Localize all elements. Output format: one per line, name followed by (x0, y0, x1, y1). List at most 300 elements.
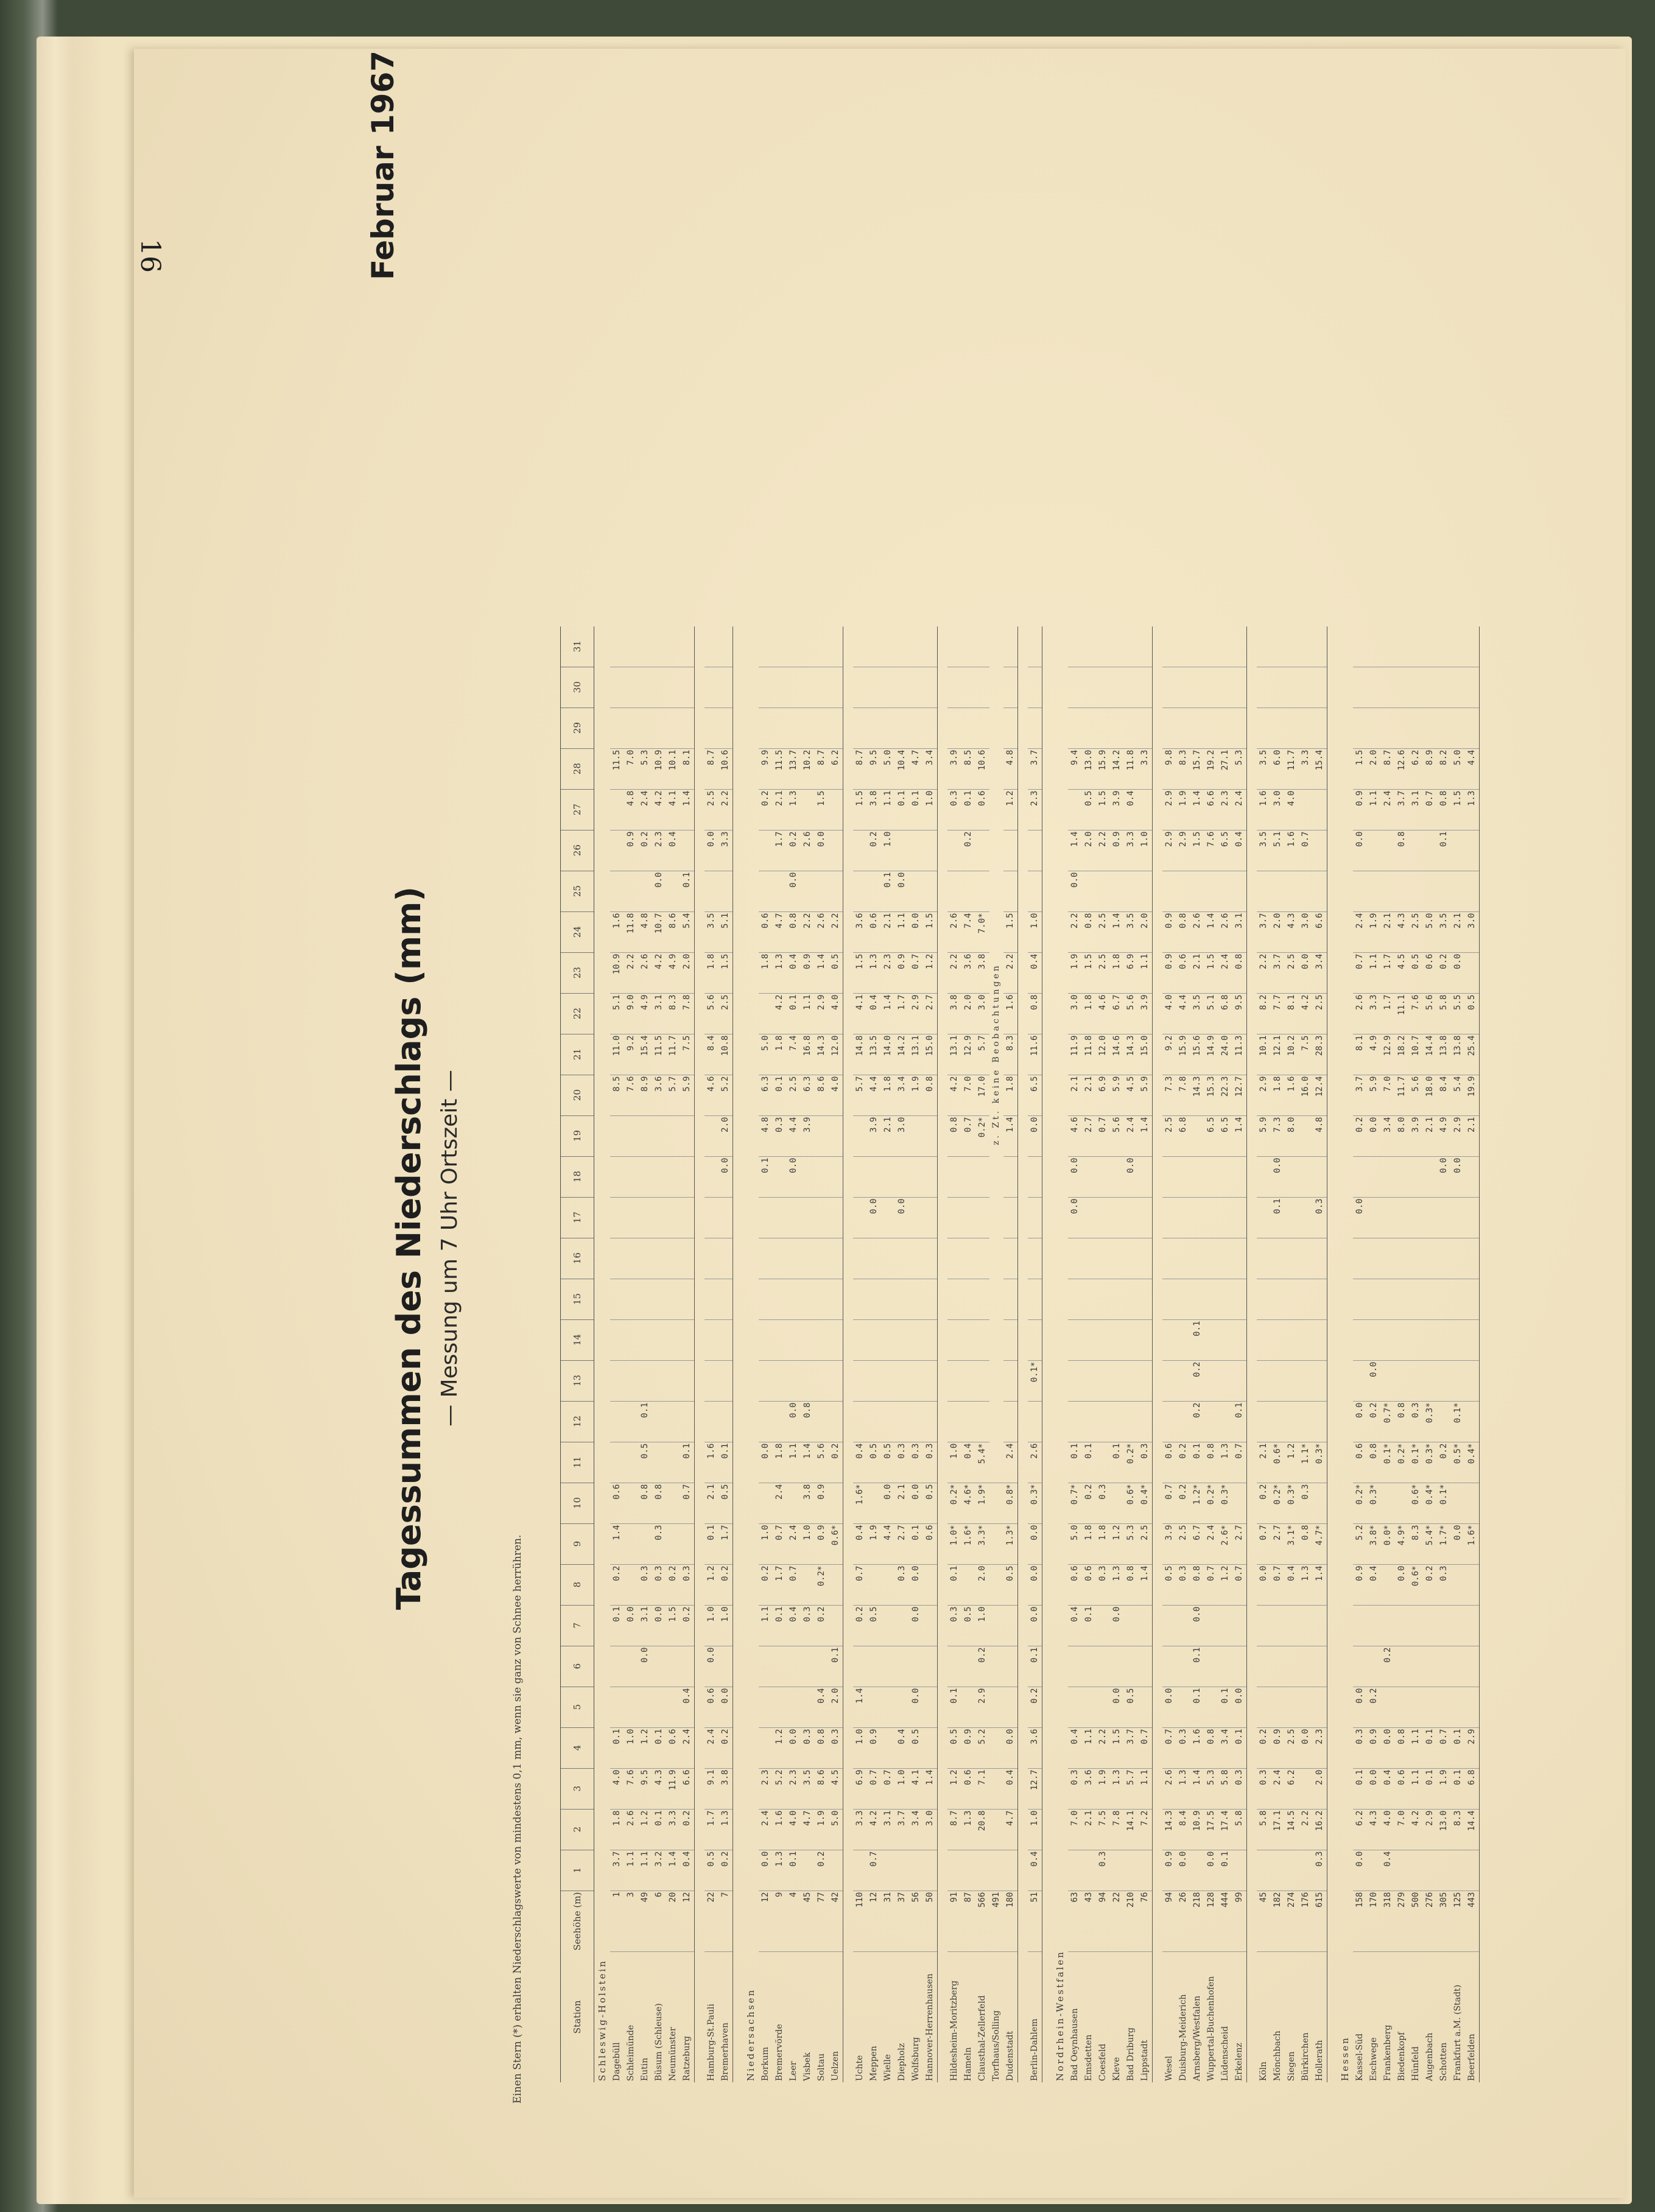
precip-value (1381, 627, 1395, 667)
precip-value: 1.5 (666, 1605, 680, 1646)
precip-value: 1.7 (895, 993, 909, 1034)
precip-value (1257, 1197, 1271, 1238)
precip-value: 7.1 (975, 1768, 989, 1809)
precip-value (1124, 1646, 1138, 1687)
precip-value: 4.8 (638, 911, 652, 952)
precip-value: 2.0 (975, 1564, 989, 1605)
precip-value: 11.3 (1232, 1034, 1247, 1075)
precip-value (1110, 1238, 1124, 1279)
precip-value (1299, 1197, 1313, 1238)
precip-value (652, 707, 666, 748)
station-name: Hamburg-St.Pauli (706, 2004, 716, 2081)
precip-value (1176, 667, 1190, 707)
precip-value (1423, 1279, 1437, 1319)
precip-value: 1.0* (947, 1523, 961, 1564)
precip-value (881, 1360, 895, 1401)
precip-value (1437, 871, 1451, 911)
precip-value: 3.3 (1124, 830, 1138, 871)
precip-value (773, 1401, 787, 1442)
precip-value (1299, 1646, 1313, 1687)
precip-value (1437, 1401, 1451, 1442)
precip-value: 0.1 (1190, 1646, 1204, 1687)
station-name: Uelzen (829, 1952, 843, 2083)
precip-value (1395, 1687, 1409, 1727)
group-spacer-cell (1042, 627, 1053, 2082)
precip-value: 12.7 (1232, 1075, 1247, 1115)
precip-value: 2.1 (1190, 952, 1204, 993)
station-name: Bad Driburg (1126, 2027, 1136, 2081)
precip-value: 4.9 (666, 952, 680, 993)
precip-value: 19.2 (1204, 748, 1218, 789)
precip-value: 2.2 (719, 789, 733, 830)
precip-value: 2.5 (1162, 1115, 1176, 1156)
precip-value: 0.7 (1299, 830, 1313, 871)
station-elevation: 31 (881, 1891, 895, 1951)
precip-value (815, 1238, 829, 1279)
precip-value: 3.7 (1395, 789, 1409, 830)
precip-value: 0.7 (867, 1850, 881, 1891)
precip-value (853, 627, 867, 667)
precip-value: 0.3 (1138, 1442, 1153, 1483)
precip-value: 0.8 (1204, 1442, 1218, 1483)
group-spacer (1042, 627, 1053, 2082)
precip-value: 11.7 (1395, 1075, 1409, 1115)
day-column-header: 29 (561, 707, 594, 748)
precip-value: 3.8 (719, 1768, 733, 1809)
station-elevation: 45 (801, 1891, 815, 1951)
precip-value: 7.4 (961, 911, 975, 952)
precip-value: 0.5 (1465, 993, 1480, 1034)
precip-value (719, 1197, 733, 1238)
precip-value (1409, 1646, 1423, 1687)
precip-value (853, 1360, 867, 1401)
precip-value: 1.5 (1003, 911, 1018, 952)
precip-value: 4.4 (867, 1075, 881, 1115)
precip-value: 3.8 (975, 952, 989, 993)
precip-value (1437, 1279, 1451, 1319)
precip-value (961, 1238, 975, 1279)
precip-value: 2.6 (1353, 993, 1367, 1034)
precip-value (610, 1156, 624, 1197)
table-row (801, 627, 815, 2082)
precip-value (1285, 627, 1299, 667)
precip-value: 1.7 (705, 1809, 719, 1850)
precip-value: 0.3* (1285, 1483, 1299, 1523)
precip-value (666, 871, 680, 911)
precip-value (867, 1279, 881, 1319)
station-name: Meppen (869, 2046, 879, 2081)
precip-value: 0.1 (1190, 1319, 1204, 1360)
precip-value (1271, 1687, 1285, 1727)
precip-value: 3.5 (1257, 830, 1271, 871)
precip-value (1138, 871, 1153, 911)
precip-value (666, 1401, 680, 1442)
precip-value: 7.6 (1409, 993, 1423, 1034)
station-elevation: 87 (961, 1891, 975, 1951)
precip-value (1003, 1197, 1018, 1238)
precip-value: 0.0 (759, 1442, 773, 1483)
precip-value (666, 1279, 680, 1319)
precip-value: 0.6 (1068, 1564, 1082, 1605)
precip-value (1204, 1360, 1218, 1401)
precip-value: 1.8 (610, 1809, 624, 1850)
precip-value (638, 1156, 652, 1197)
station-elevation: 37 (895, 1891, 909, 1951)
precip-value: 0.2 (1028, 1687, 1042, 1727)
precip-value: 0.6 (961, 1768, 975, 1809)
precip-value: 0.0 (1353, 1401, 1367, 1442)
precip-value (881, 1238, 895, 1279)
station-elevation: 176 (1299, 1891, 1313, 1951)
precip-value: 4.0 (1381, 1809, 1395, 1850)
precip-value: 1.4 (1190, 1768, 1204, 1809)
precip-value: 1.4 (1313, 1564, 1327, 1605)
precip-value (680, 830, 695, 871)
precip-value (1110, 707, 1124, 748)
precip-value (1451, 1319, 1465, 1360)
page-number: 16 (135, 239, 166, 273)
precip-value: 0.2 (1082, 1483, 1096, 1523)
precip-value (895, 667, 909, 707)
precip-value (923, 1605, 938, 1646)
precip-value: 0.5 (1409, 952, 1423, 993)
precip-value (1124, 707, 1138, 748)
precip-value (1381, 667, 1395, 707)
precip-value: 2.4 (1204, 1523, 1218, 1564)
table-row (1232, 627, 1247, 2082)
precip-value: 5.4 (680, 911, 695, 952)
precip-value: 0.9 (1271, 1727, 1285, 1768)
precip-value: 1.0 (1028, 911, 1042, 952)
precip-value (1124, 1197, 1138, 1238)
precip-value (680, 1523, 695, 1564)
precip-value (1190, 1156, 1204, 1197)
precip-value (1299, 871, 1313, 911)
precip-value (1124, 1401, 1138, 1442)
precip-value (705, 707, 719, 748)
precip-value: 1.1 (895, 911, 909, 952)
precip-value: 0.5* (1451, 1442, 1465, 1483)
precip-value: 0.3 (1313, 1850, 1327, 1891)
precip-value (1257, 1850, 1271, 1891)
precip-value (829, 1605, 843, 1646)
precip-value: 0.0 (1232, 1687, 1247, 1727)
station-name: Leer (789, 2061, 798, 2081)
precip-value: 2.6 (815, 911, 829, 952)
precip-value (666, 667, 680, 707)
precip-value: 0.0 (1028, 1564, 1042, 1605)
station-elevation: 6 (652, 1891, 666, 1951)
precip-value (610, 707, 624, 748)
precip-value: 14.4 (1465, 1809, 1480, 1850)
rotated-content (134, 49, 1626, 2198)
precip-value (989, 1523, 1003, 1564)
precip-value (867, 1156, 881, 1197)
precip-value: 14.6 (1110, 1034, 1124, 1075)
station-name: Neumünster (668, 2027, 678, 2081)
station-elevation: 20 (666, 1891, 680, 1951)
precip-value (801, 667, 815, 707)
precip-value: 10.7 (652, 911, 666, 952)
precip-value (666, 1238, 680, 1279)
precip-value (961, 1646, 975, 1687)
precip-value (680, 1197, 695, 1238)
precip-value (705, 1156, 719, 1197)
precip-value: 0.1 (881, 871, 895, 911)
precip-value: 0.1 (610, 1605, 624, 1646)
precip-value: 0.1 (909, 789, 923, 830)
precip-value: 0.1 (947, 1564, 961, 1605)
precip-value (773, 1319, 787, 1360)
precip-value: 0.1 (719, 1442, 733, 1483)
station-name: Eschwege (1369, 2037, 1379, 2081)
station-elevation: 94 (1162, 1891, 1176, 1951)
precip-value (1068, 627, 1082, 667)
precip-value: 4.2 (1299, 993, 1313, 1034)
precip-value: 17.1 (1271, 1809, 1285, 1850)
precip-value (1271, 1646, 1285, 1687)
precip-value: 15.9 (1176, 1034, 1190, 1075)
day-column-header: 23 (561, 952, 594, 993)
precip-value: 0.8 (1190, 1564, 1204, 1605)
precip-value: 1.4 (1190, 789, 1204, 830)
station-name: Hildesheim-Moritzberg (949, 1980, 959, 2081)
precip-value: 0.0 (1353, 830, 1367, 871)
precip-value: 0.4 (787, 1605, 801, 1646)
precip-value (1313, 1401, 1327, 1442)
precip-value (652, 1115, 666, 1156)
precip-value: 0.3* (1423, 1442, 1437, 1483)
precip-value: 0.4 (1124, 789, 1138, 830)
precip-value (1138, 1319, 1153, 1360)
precip-value: 15.7 (1190, 748, 1204, 789)
precip-value (1299, 1238, 1313, 1279)
precip-value: 2.2 (1096, 830, 1110, 871)
precip-value: 0.5 (961, 1605, 975, 1646)
station-name: Eutin (640, 2057, 650, 2081)
precip-value (1003, 1279, 1018, 1319)
precip-value: 14.3 (815, 1034, 829, 1075)
station-name: Bürkirchen (1301, 2032, 1310, 2081)
precip-value (610, 667, 624, 707)
precip-value: 0.0 (895, 1197, 909, 1238)
precip-value: 0.8 (638, 1483, 652, 1523)
precip-value (1313, 1319, 1327, 1360)
precip-value: 1.4 (1003, 1115, 1018, 1156)
precip-value: 0.9 (815, 1523, 829, 1564)
precip-value: 0.1 (1082, 1442, 1096, 1483)
precip-value: 28.3 (1313, 1034, 1327, 1075)
precip-value: 2.0 (961, 993, 975, 1034)
precip-value (1218, 1646, 1232, 1687)
precip-value (1409, 830, 1423, 871)
precip-value (867, 1564, 881, 1605)
precip-value: 0.7 (787, 1564, 801, 1605)
precip-value (989, 1809, 1003, 1850)
precip-value: 0.3 (1437, 1564, 1451, 1605)
table-row (705, 627, 719, 2082)
precip-value: 8.7 (815, 748, 829, 789)
precip-value: 0.7 (1162, 1727, 1176, 1768)
day-column-header: 9 (561, 1523, 594, 1564)
station-elevation: 279 (1395, 1891, 1409, 1951)
table-row (787, 627, 801, 2082)
precip-value (1110, 1360, 1124, 1401)
precip-value (1465, 1646, 1480, 1687)
precip-value: 8.0 (1395, 1115, 1409, 1156)
precip-value: 3.7 (1028, 748, 1042, 789)
precip-value (829, 1115, 843, 1156)
precip-value: 2.6 (1218, 911, 1232, 952)
precip-value (1409, 667, 1423, 707)
precip-value (989, 1564, 1003, 1605)
precip-value: 2.2 (624, 952, 638, 993)
precip-value: 0.8 (923, 1075, 938, 1115)
precip-value (947, 667, 961, 707)
precip-value (947, 871, 961, 911)
station-elevation: 51 (1028, 1891, 1042, 1951)
station-elevation: 7 (719, 1891, 733, 1951)
precip-value: 11.8 (1082, 1034, 1096, 1075)
precip-value (1110, 1401, 1124, 1442)
precip-value: 1.0 (895, 1768, 909, 1809)
precip-value (909, 871, 923, 911)
precip-value: 0.2 (1437, 952, 1451, 993)
precip-value: 4.7 (1003, 1809, 1018, 1850)
precip-value (610, 627, 624, 667)
precip-value: 2.1 (1082, 1075, 1096, 1115)
precip-value (1451, 1197, 1465, 1238)
precip-value: 0.4 (1381, 1850, 1395, 1891)
precip-value: 0.2 (759, 1564, 773, 1605)
precip-value: 2.3 (1313, 1727, 1327, 1768)
precip-value (975, 871, 989, 911)
precip-value: 14.4 (1423, 1034, 1437, 1075)
precip-value: 14.8 (853, 1034, 867, 1075)
precip-value: 1.3 (787, 789, 801, 830)
precip-value (1096, 1401, 1110, 1442)
precip-value (652, 1279, 666, 1319)
precip-value: 6.0 (1271, 748, 1285, 789)
precip-value (1218, 1156, 1232, 1197)
precip-value: 0.1 (1190, 1687, 1204, 1727)
station-elevation: 26 (1176, 1891, 1190, 1951)
station-name: Schotten (1439, 2042, 1449, 2081)
precip-value: 5.1 (610, 993, 624, 1034)
precip-value (787, 1646, 801, 1687)
precip-value (1367, 707, 1381, 748)
precip-value (1367, 1319, 1381, 1360)
precip-value (1395, 1605, 1409, 1646)
precip-value: 2.9 (975, 1687, 989, 1727)
precip-value: 0.0 (867, 1197, 881, 1238)
precip-value: 1.0 (1028, 1809, 1042, 1850)
precip-value: 1.0 (947, 1442, 961, 1483)
precip-value: 10.6 (975, 748, 989, 789)
precip-value: 25.4 (1465, 1034, 1480, 1075)
precip-value: 1.4 (881, 993, 895, 1034)
precip-value: 1.8 (1082, 1523, 1096, 1564)
precip-value: 7.5 (1299, 1034, 1313, 1075)
precip-value (1285, 1156, 1299, 1197)
precip-value (1409, 1197, 1423, 1238)
precip-value: 13.5 (867, 1034, 881, 1075)
precip-value: 0.7 (680, 1483, 695, 1523)
precip-value: 0.0 (1204, 1850, 1218, 1891)
precip-value: 11.5 (652, 1034, 666, 1075)
station-name: Clausthal-Zellerfeld (977, 1995, 987, 2081)
precip-value: 4.3 (652, 1768, 666, 1809)
precip-value: 1.3 (867, 952, 881, 993)
precip-value (1003, 1401, 1018, 1442)
table-row (652, 627, 666, 2082)
precip-value (1451, 1564, 1465, 1605)
precip-value (759, 667, 773, 707)
precip-value: 0.0 (909, 1687, 923, 1727)
precip-value: 0.3 (652, 1564, 666, 1605)
precip-value (1465, 1238, 1480, 1279)
precip-value: 1.0 (719, 1605, 733, 1646)
precip-value: 0.4 (815, 1687, 829, 1727)
precip-value: 0.0 (1003, 1727, 1018, 1768)
precip-value: 2.4 (1232, 789, 1247, 830)
precip-value: 2.4 (680, 1727, 695, 1768)
table-row (923, 627, 938, 2082)
precip-value (923, 1197, 938, 1238)
station-elevation: 276 (1423, 1891, 1437, 1951)
precip-value: 0.0 (1353, 1850, 1367, 1891)
precip-value (680, 1279, 695, 1319)
precip-value (961, 1360, 975, 1401)
precip-value: 1.2 (923, 952, 938, 993)
precip-value (815, 667, 829, 707)
precip-value: 2.4 (638, 789, 652, 830)
precip-value (705, 871, 719, 911)
precip-value: 6.2 (1285, 1768, 1299, 1809)
precip-value (638, 871, 652, 911)
precip-value: 2.5 (1313, 993, 1327, 1034)
precip-value: 0.4 (853, 1442, 867, 1483)
precip-value (975, 667, 989, 707)
station-name: Schleimünde (626, 2024, 636, 2081)
precip-value: 1.3 (773, 1850, 787, 1891)
precip-value: 3.7 (610, 1850, 624, 1891)
precip-value: 1.6* (961, 1523, 975, 1564)
precip-value (989, 1687, 1003, 1727)
precip-value (815, 627, 829, 667)
precip-value: 10.9 (652, 748, 666, 789)
precip-value: 2.3 (652, 830, 666, 871)
precip-value (853, 1197, 867, 1238)
precip-value: 5.0 (881, 748, 895, 789)
precip-value (1395, 871, 1409, 911)
precip-value: 1.4 (680, 789, 695, 830)
precip-value (909, 1156, 923, 1197)
precip-value (1068, 1238, 1082, 1279)
precip-value (829, 1483, 843, 1523)
precip-value (1465, 1605, 1480, 1646)
precip-value: 0.6 (923, 1523, 938, 1564)
precip-value (1190, 627, 1204, 667)
precip-value (705, 1197, 719, 1238)
precip-value (923, 1279, 938, 1319)
group-spacer (695, 627, 705, 2082)
precip-value: 4.9 (1367, 1034, 1381, 1075)
precip-value: 2.5 (719, 993, 733, 1034)
precip-value: 5.4 (1451, 1075, 1465, 1115)
precip-value: 1.7 (1381, 993, 1395, 1034)
precip-value: 0.4 (1068, 1727, 1082, 1768)
